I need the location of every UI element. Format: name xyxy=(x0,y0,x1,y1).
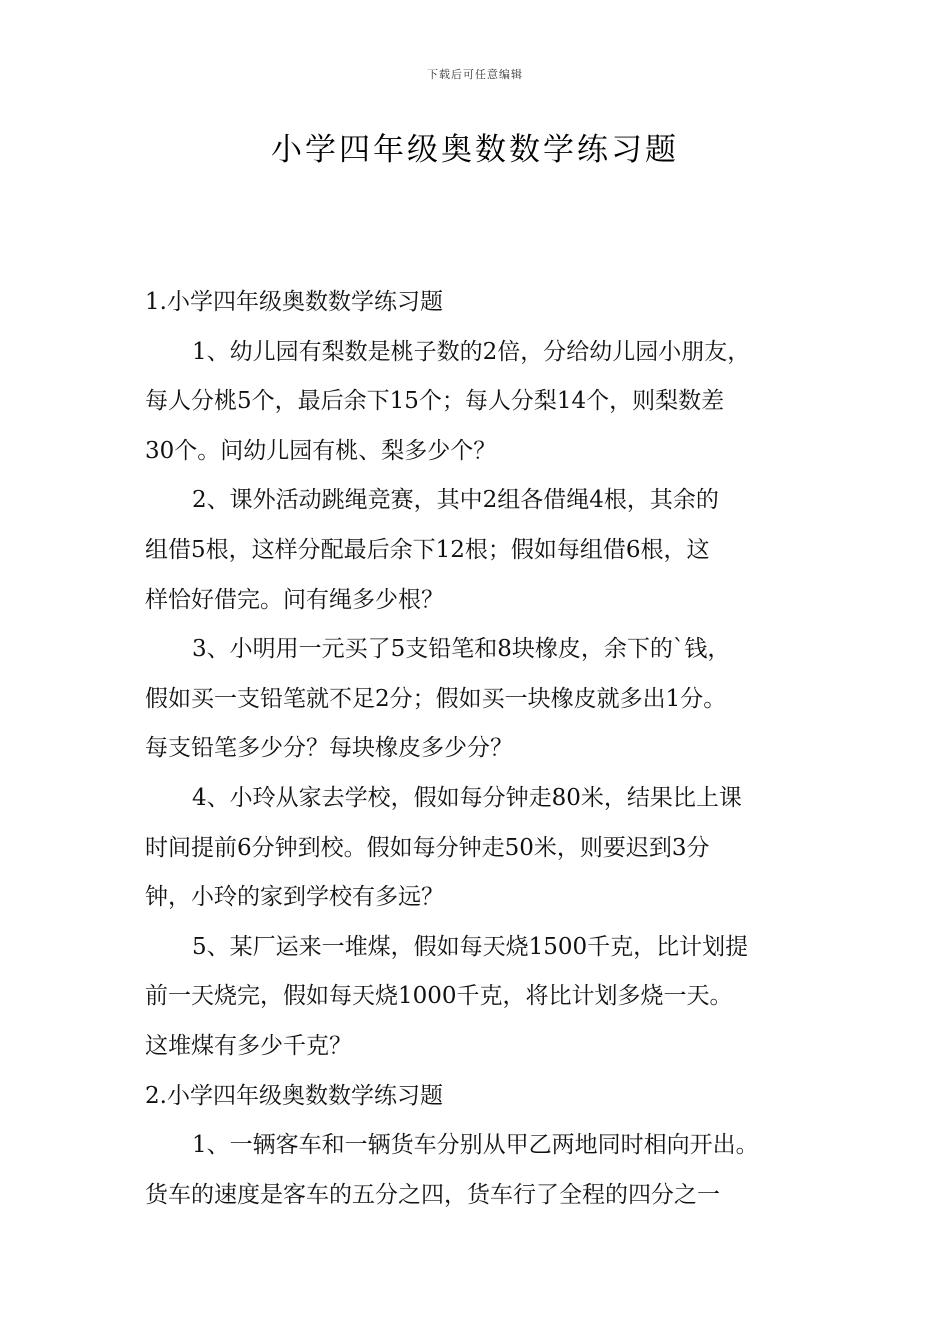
text-line: 每支铅笔多少分？每块橡皮多少分？ xyxy=(145,735,513,762)
text-line: 4、小玲从家去学校，假如每分钟走80米，结果比上课 xyxy=(192,784,742,811)
text-line: 30个。问幼儿园有桃、梨多少个？ xyxy=(145,437,497,464)
text-line: 每人分桃5个，最后余下15个；每人分梨14个，则梨数差 xyxy=(145,388,725,415)
text-line: 钟，小玲的家到学校有多远？ xyxy=(145,884,444,911)
text-line: 样恰好借完。问有绳多少根？ xyxy=(145,586,444,613)
text-line: 1、幼儿园有梨数是桃子数的2倍，分给幼儿园小朋友， xyxy=(192,338,751,365)
section-heading: 2.小学四年级奥数数学练习题 xyxy=(145,1082,443,1109)
section-heading: 1.小学四年级奥数数学练习题 xyxy=(145,289,443,315)
text-line: 5、某厂运来一堆煤，假如每天烧1500千克，比计划提 xyxy=(192,933,749,960)
page-title: 小学四年级奥数数学练习题 xyxy=(271,132,679,168)
document-body xyxy=(145,278,835,1220)
text-line: 货车的速度是客车的五分之四，货车行了全程的四分之一 xyxy=(145,1181,720,1208)
text-line: 1、一辆客车和一辆货车分别从甲乙两地同时相向开出。 xyxy=(192,1132,759,1159)
header-note: 下载后可任意编辑 xyxy=(427,68,523,81)
text-line: 2、课外活动跳绳竞赛，其中2组各借绳4根，其余的 xyxy=(192,487,719,514)
text-line: 这堆煤有多少千克？ xyxy=(145,1032,352,1059)
text-line: 时间提前6分钟到校。假如每分钟走50米，则要迟到3分 xyxy=(145,834,710,861)
text-line: 3、小明用一元买了5支铅笔和8块橡皮，余下的`钱， xyxy=(192,636,731,663)
text-line: 前一天烧完，假如每天烧1000千克，将比计划多烧一天。 xyxy=(145,983,733,1010)
text-line: 假如买一支铅笔就不足2分；假如买一块橡皮就多出1分。 xyxy=(145,685,727,712)
text-line: 组借5根，这样分配最后余下12根；假如每组借6根，这 xyxy=(145,536,710,563)
